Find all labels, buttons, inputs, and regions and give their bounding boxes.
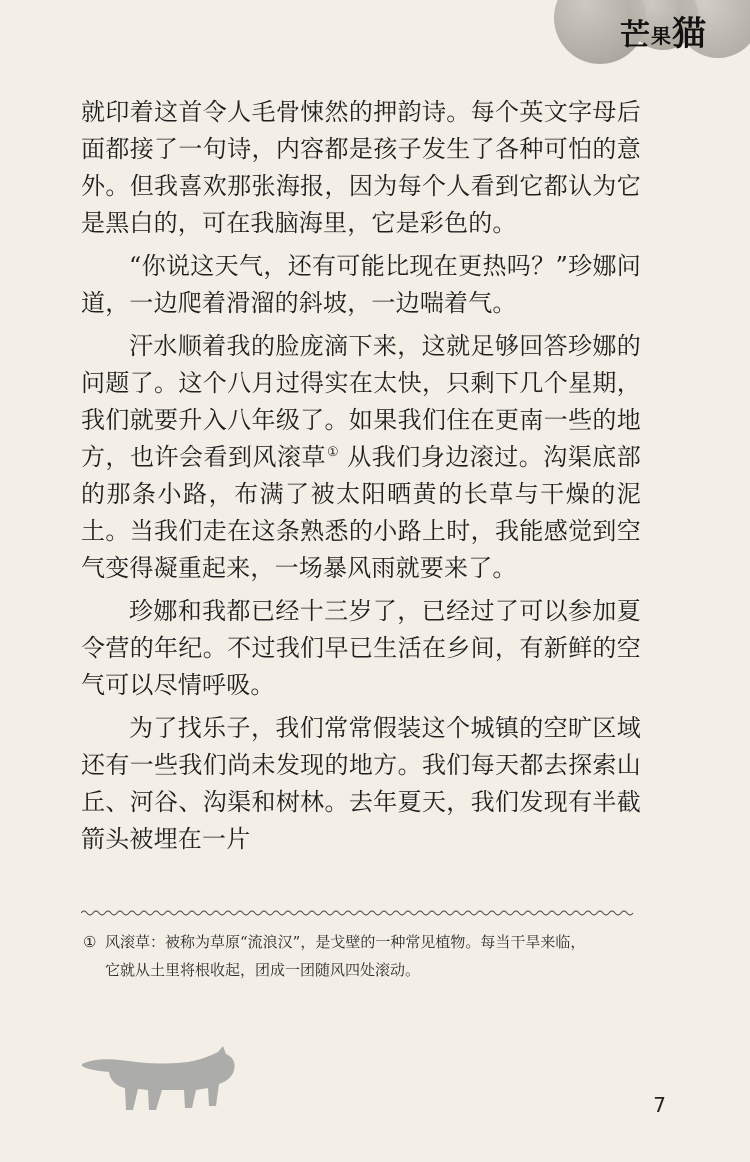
- footnote: [83, 928, 643, 984]
- body-text: [81, 94, 641, 858]
- footnote-text-line: 风滚草：被称为草原“流浪汉”，是戈壁的一种常见植物。每当干旱来临，: [105, 933, 586, 951]
- series-logo: [620, 6, 706, 55]
- paragraph: [81, 328, 641, 587]
- paragraph: 珍娜和我都已经十三岁了，已经过了可以参加夏令营的年纪。不过我们早已生活在乡间，有新鲜的空气可以尽情呼吸。: [81, 597, 641, 699]
- cat-silhouette-icon: [78, 1022, 238, 1122]
- footnote-marker: ①: [83, 933, 97, 951]
- paragraph-part: 从我们身边滚过。沟渠底部的那条小路，布满了被太阳晒黄的长草与干燥的泥土。当我们走在这条熟悉的小路上时，我能感觉到空气变得凝重起来，一场暴风雨就要来了。: [81, 443, 641, 582]
- page-header: [520, 0, 750, 70]
- footnote-divider: [81, 908, 636, 918]
- paragraph-part: 汗水顺着我的脸庞滴下来，这就足够回答珍娜的问题了。这个八月过得实在太快，只剩下几个星期，我们就要升入八年级了。如果我们住在更南一些的地方，也许会看到风滚草: [81, 332, 641, 471]
- paragraph: “你说这天气，还有可能比现在更热吗？”珍娜问道，一边爬着滑溜的斜坡，一边喘着气。: [81, 252, 641, 317]
- paragraph: 为了找乐子，我们常常假装这个城镇的空旷区域还有一些我们尚未发现的地方。我们每天都去探索山丘、河谷、沟渠和树林。去年夏天，我们发现有半截箭头被埋在一片: [81, 714, 641, 853]
- logo-char: 果: [651, 24, 671, 48]
- logo-char: 芒: [620, 18, 650, 53]
- paragraph: 就印着这首令人毛骨悚然的押韵诗。每个英文字母后面都接了一句诗，内容都是孩子发生了各种可怕的意外。但我喜欢那张海报，因为每个人看到它都认为它是黑白的，可在我脑海里，它是彩色的。: [81, 98, 641, 237]
- footnote-text-line: 它就从土里将根收起，团成一团随风四处滚动。: [105, 961, 421, 979]
- page-number: 7: [653, 1093, 666, 1117]
- logo-char: 猫: [672, 14, 706, 54]
- footnote-reference: ①: [327, 445, 340, 460]
